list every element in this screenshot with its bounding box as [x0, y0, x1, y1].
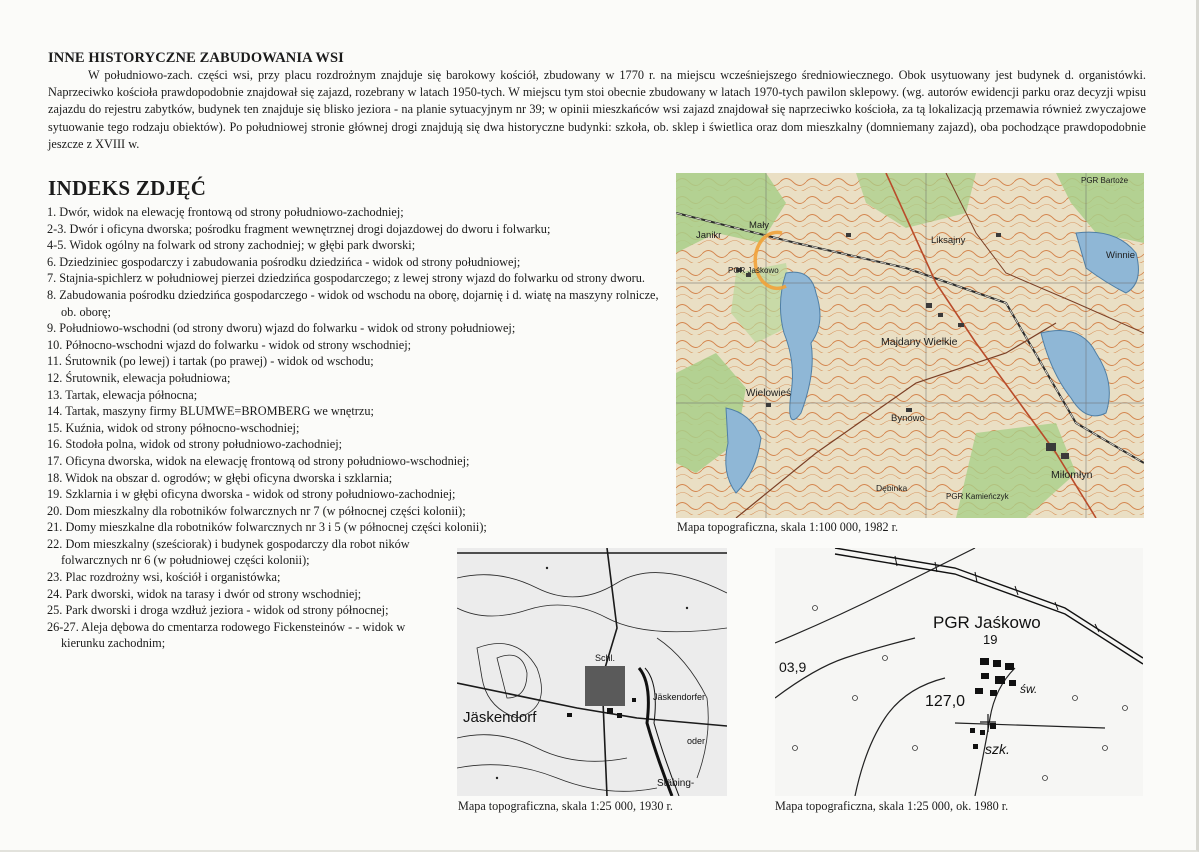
map-label-jaskendorfer: Jäskendorfer	[653, 692, 706, 702]
list-item: 13. Tartak, elewacja północna;	[47, 387, 198, 402]
bw-1930-drawing	[457, 548, 727, 796]
bw-1930-caption: Mapa topograficzna, skala 1:25 000, 1930 r.	[458, 799, 673, 813]
historic-buildings-text: W południowo-zach. części wsi, przy placu rozdrożnym znajduje się barokowy kościół, zbudowany w 1770 r. na miejscu wcześniejszego średniowiecznego. Obok usytuowany jest budynek d. organistówki. Naprzeciwko kościoła prawdopodobnie znajdował się zajazd, rozebrany w latach 1950-tych. W miejscu tym stoi obecnie zbudowany w latach 1970-tych pawilon sklepowy. (wg. autorów ewidencji parku oraz decyzji wpisu zajazdu do rejestru zabytków, budynek ten znajduje się blisko jeziora - na planie sytuacyjnym nr 39; w opinii mieszkańców wsi zajazd znajdował się naprzeciwko kościoła, za tą lokalizacją przemawia również zwyczajowe sytuowanie tego rodzaju obiektów). Po południowej stronie głównej drogi znajdują się dwa historyczne budynki: szkoła, ob. sklep i świetlica oraz dom mieszkalny (domniemany zajazd), oba pochodzące prawdopodobnie jeszcze z XVIII w.	[48, 68, 1146, 151]
map-label-bynowo: Bynowo	[891, 413, 925, 424]
list-item: 20. Dom mieszkalny dla robotników folwarcznych nr 7 (w północnej części kolonii);	[47, 503, 466, 518]
list-item: 10. Północno-wschodni wjazd do folwarku - widok od strony wschodniej;	[47, 337, 412, 352]
list-item: 4-5. Widok ogólny na folwark od strony zachodniej; w głębi park dworski;	[47, 238, 416, 253]
list-item: 15. Kuźnia, widok od strony północno-wschodniej;	[47, 420, 300, 435]
color-map-caption: Mapa topograficzna, skala 1:100 000, 1982 r.	[677, 520, 899, 534]
historic-buildings-heading: INNE HISTORYCZNE ZABUDOWANIA WSI	[48, 50, 344, 66]
list-item: 19. Szklarnia i w głębi oficyna dworska - widok od strony południowo-zachodniej;	[47, 487, 456, 502]
photo-index-heading: INDEKS ZDJĘĆ	[48, 176, 207, 200]
map-label-schl: Schl.	[595, 653, 616, 663]
list-item: 21. Domy mieszkalne dla robotników folwarcznych nr 3 i 5 (w północnej części kolonii);	[47, 520, 487, 535]
map-label-szk: szk.	[985, 741, 1010, 757]
map-label-maly: Mały	[749, 220, 770, 231]
map-label-pgr-bartosze: PGR Bartoże	[1081, 176, 1129, 185]
map-label-janikr: Janikr	[696, 230, 722, 241]
map-label-oder: oder	[687, 736, 706, 746]
list-item: 16. Stodoła polna, widok od strony południowo-zachodniej;	[47, 437, 343, 452]
list-item: 17. Oficyna dworska, widok na elewację frontową od strony południowo-wschodniej;	[47, 453, 470, 468]
map-label-pgr-jaskowo: PGR Jaśkowo	[933, 613, 1041, 632]
list-item: 11. Śrutownik (po lewej) i tartak (po prawej) - widok od wschodu;	[47, 354, 374, 369]
map-label-stabing: Stäbing-	[657, 778, 695, 789]
list-item: 12. Śrutownik, elewacja południowa;	[47, 370, 231, 385]
list-item: 1. Dwór, widok na elewację frontową od strony południowo-zachodniej;	[47, 205, 404, 219]
bw-1980-drawing	[775, 548, 1143, 796]
map-label-wielowies: Wielowieś	[746, 388, 792, 399]
bw-map-1980	[775, 548, 1143, 796]
list-item: 18. Widok na obszar d. ogrodów; w głębi oficyna dworska i szklarnia;	[47, 470, 393, 485]
bw-map-1930	[457, 548, 727, 796]
color-map-drawing	[676, 173, 1144, 518]
list-item: 14. Tartak, maszyny firmy BLUMWE=BROMBERG we wnętrzu;	[47, 404, 374, 419]
list-item: 6. Dziedziniec gospodarczy i zabudowania pośrodku dziedzińca - widok od strony południowej;	[47, 254, 521, 269]
color-topographic-map	[676, 173, 1144, 518]
map-label-127: 127,0	[925, 693, 966, 710]
list-item: 26-27. Aleja dębowa do cmentarza rodowego Fickensteinów - - widok w kierunku zachodnim;	[47, 619, 406, 651]
list-item: 25. Park dworski i droga wzdłuż jeziora - widok od strony północnej;	[47, 603, 389, 618]
list-item: 2-3. Dwór i oficyna dworska; pośrodku fragment wewnętrznej drogi dojazdowej do dworu i folwarku;	[47, 221, 551, 236]
list-item: 8. Zabudowania pośrodku dziedzińca gospodarczego - widok od wschodu na oborę, dojarnię i d. wiatę na maszyny rolnicze, ob. oborę;	[47, 287, 659, 319]
list-item: 9. Południowo-wschodni (od strony dworu) wjazd do folwarku - widok od strony południowej;	[47, 321, 516, 336]
list-item: 23. Plac rozdrożny wsi, kościół i organistówka;	[47, 570, 281, 585]
map-label-jaskendorf: Jäskendorf	[463, 709, 537, 726]
map-label-debinka: Dębinka	[876, 483, 908, 493]
map-label-pgr-jaskowo: PGR Jaśkowo	[728, 266, 779, 275]
map-label-liksajny: Liksajny	[931, 235, 966, 246]
map-label-sw: św.	[1020, 682, 1038, 696]
map-label-pgr-kamienczyk: PGR Kamieńczyk	[946, 492, 1009, 501]
map-label-19: 19	[983, 632, 998, 647]
list-item: 24. Park dworski, widok na tarasy i dwór od strony wschodniej;	[47, 586, 362, 601]
map-label-03-9: 03,9	[779, 659, 807, 675]
map-label-milomlyn: Miłomłyn	[1051, 469, 1093, 481]
map-label-majdany-wielkie: Majdany Wielkie	[881, 336, 958, 348]
map-label-winnie: Winnie	[1106, 250, 1136, 261]
list-item: 7. Stajnia-spichlerz w południowej pierzei dziedzińca gospodarczego; z lewej strony wjazd do folwarku od strony dworu.	[47, 271, 645, 286]
bw-1980-caption: Mapa topograficzna, skala 1:25 000, ok. 1980 r.	[775, 799, 1009, 813]
list-item: 22. Dom mieszkalny (sześciorak) i budynek gospodarczy dla robot ników folwarcznych nr 6 (w południowej części kolonii);	[47, 536, 410, 568]
